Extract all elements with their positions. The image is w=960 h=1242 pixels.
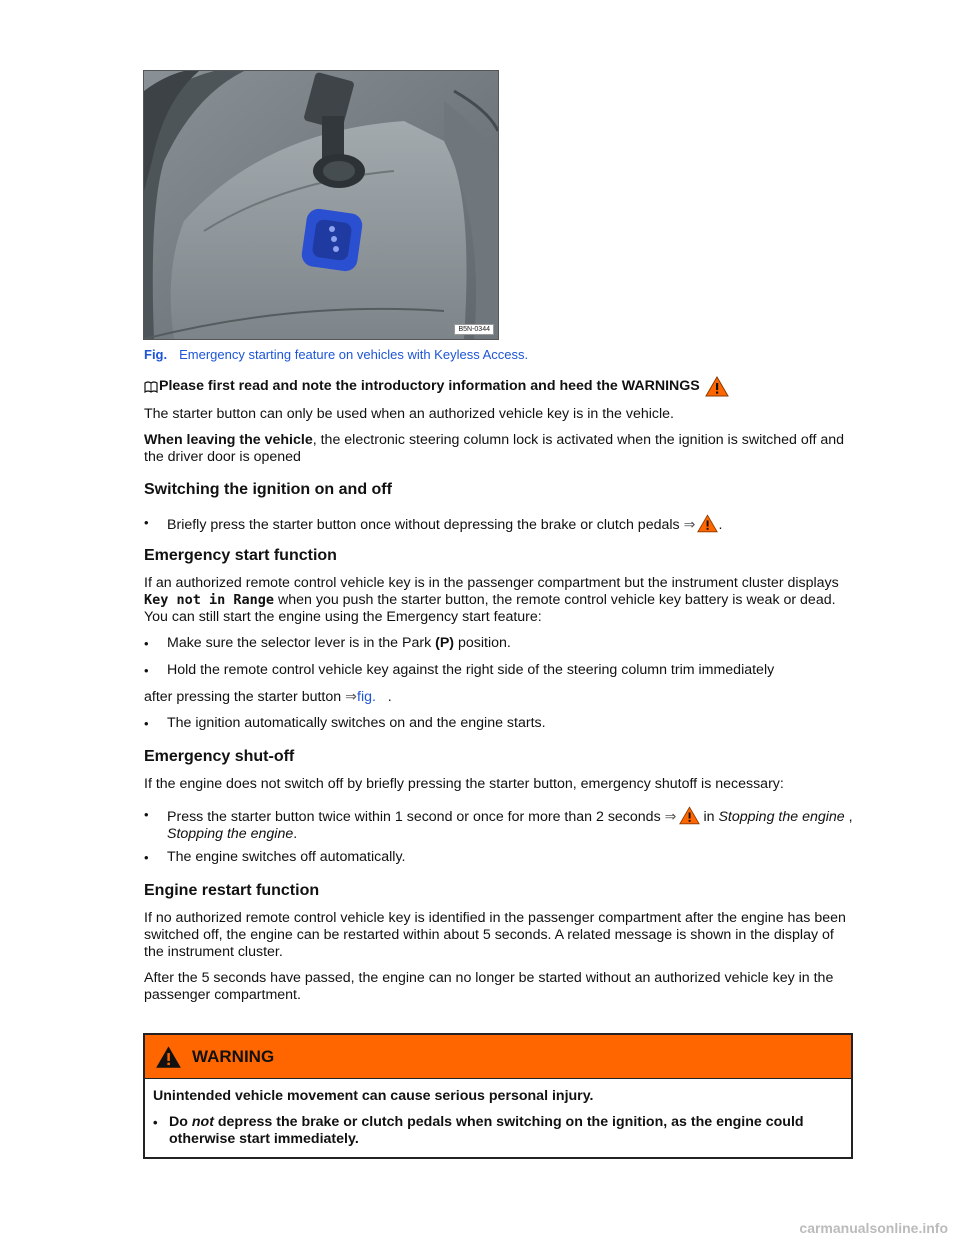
bullet-dot [144, 662, 167, 680]
stopping-engine-ref[interactable]: Stopping the engine [167, 826, 294, 842]
list-item [144, 662, 854, 680]
bullet-text: Hold the remote control vehicle key against the right side of the steering column trim immediately [167, 662, 775, 678]
stopping-engine-ref[interactable]: Stopping the engine [718, 809, 845, 825]
para-leaving-rest: , the electronic steering column lock is activated when the ignition is switched off and the driver door is opened [144, 432, 845, 465]
para-emergency-shutoff: If the engine does not switch off by briefly pressing the starter button, emergency shutoff is necessary: [144, 776, 784, 792]
para-restart-2: After the 5 seconds have passed, the engine can no longer be started without an authorized vehicle key in the passenger compartment. [144, 970, 834, 1003]
list-item [144, 715, 854, 733]
text-fragment: Press the starter button twice within 1 second or once for more than 2 seconds [167, 809, 661, 825]
list-item [144, 635, 854, 653]
book-icon [144, 381, 158, 393]
text-fragment: Do [169, 1114, 192, 1130]
arrow-icon: ⇒ [345, 689, 358, 705]
warning-triangle-icon[interactable] [697, 514, 718, 533]
main-content [144, 376, 854, 1013]
text-fragment: Make sure the selector lever is in the Park [167, 635, 436, 651]
warning-header [145, 1035, 851, 1079]
bullet-dot [144, 635, 167, 653]
figure-caption [144, 347, 528, 362]
watermark: carmanualsonline.info [799, 1220, 948, 1236]
bullet-text: Briefly press the starter button once without depressing the brake or clutch pedals ⇒ . [167, 514, 722, 534]
bullet-text: The engine switches off automatically. [167, 849, 406, 865]
list-item [144, 806, 854, 843]
heading-emergency-shutoff: Emergency shut-off [144, 748, 295, 765]
warning-line: Unintended vehicle movement can cause serious personal injury. [153, 1088, 594, 1104]
bullet-text: The ignition automatically switches on and the engine starts. [167, 715, 546, 731]
heading-ignition-on-off: Switching the ignition on and off [144, 481, 392, 498]
arrow-icon: ⇒ [664, 809, 677, 825]
para-after-pressing: after pressing the starter button ⇒fig. . [144, 689, 392, 705]
warning-box [143, 1033, 853, 1159]
bullet-text [169, 1114, 843, 1148]
warning-triangle-icon[interactable] [679, 806, 700, 825]
para-starter-button: The starter button can only be used when an authorized vehicle key is in the vehicle. [144, 406, 674, 422]
warning-body [145, 1079, 851, 1157]
bullet-dot [153, 1114, 169, 1148]
list-item [144, 514, 854, 534]
caption-label: Fig. [144, 347, 168, 362]
figure-code: B5N-0344 [454, 324, 494, 335]
park-position: (P) [435, 635, 455, 651]
warning-triangle-icon [155, 1045, 182, 1069]
para-restart-1: If no authorized remote control vehicle key is identified in the passenger compartment after the engine has been switched off, the engine can be restarted within about 5 seconds. A related message is shown in the display of the instrument cluster. [144, 910, 846, 960]
display-message: Key not in Range [144, 592, 275, 608]
intro-line [144, 376, 854, 397]
list-item [153, 1114, 843, 1148]
warning-triangle-icon[interactable] [705, 376, 729, 397]
heading-emergency-start: Emergency start function [144, 547, 337, 564]
heading-engine-restart: Engine restart function [144, 882, 320, 899]
text-fragment: in [699, 809, 719, 825]
text-fragment: when you push the starter button, the remote control vehicle key battery is weak or dead. You can still start the engine using the Emergency start feature: [144, 592, 836, 625]
fig-link[interactable]: fig. [357, 689, 376, 705]
warning-title: WARNING [192, 1046, 275, 1066]
bullet-text-content: Briefly press the starter button once without depressing the brake or clutch pedals [167, 517, 680, 533]
para-emergency-start [144, 575, 854, 626]
emphasis-not: not [191, 1114, 214, 1130]
para-leaving-bold: When leaving the vehicle [144, 432, 313, 448]
bullet-dot [144, 806, 167, 843]
text-fragment: position. [454, 635, 511, 651]
text-fragment: after pressing the starter button [144, 689, 342, 705]
bullet-dot [144, 849, 167, 867]
para-leaving-vehicle [144, 432, 854, 466]
text-fragment: , [844, 809, 853, 825]
list-item [144, 849, 854, 867]
arrow-icon: ⇒ [683, 517, 696, 533]
intro-text: Please first read and note the introductory information and heed the WARNINGS [159, 378, 700, 394]
caption-text: Emergency starting feature on vehicles with Keyless Access. [179, 347, 529, 362]
steering-column-illustration [144, 71, 498, 339]
bullet-text: Press the starter button twice within 1 second or once for more than 2 seconds ⇒ in Stopping the engine , Stopping the engine. [167, 806, 854, 843]
bullet-dot [144, 715, 167, 733]
bullet-text [167, 635, 511, 653]
text-fragment: depress the brake or clutch pedals when switching on the ignition, as the engine could otherwise start immediately. [169, 1114, 804, 1147]
figure-image [143, 70, 499, 340]
text-fragment: If an authorized remote control vehicle key is in the passenger compartment but the instrument cluster displays [144, 575, 839, 591]
bullet-dot [144, 514, 167, 534]
